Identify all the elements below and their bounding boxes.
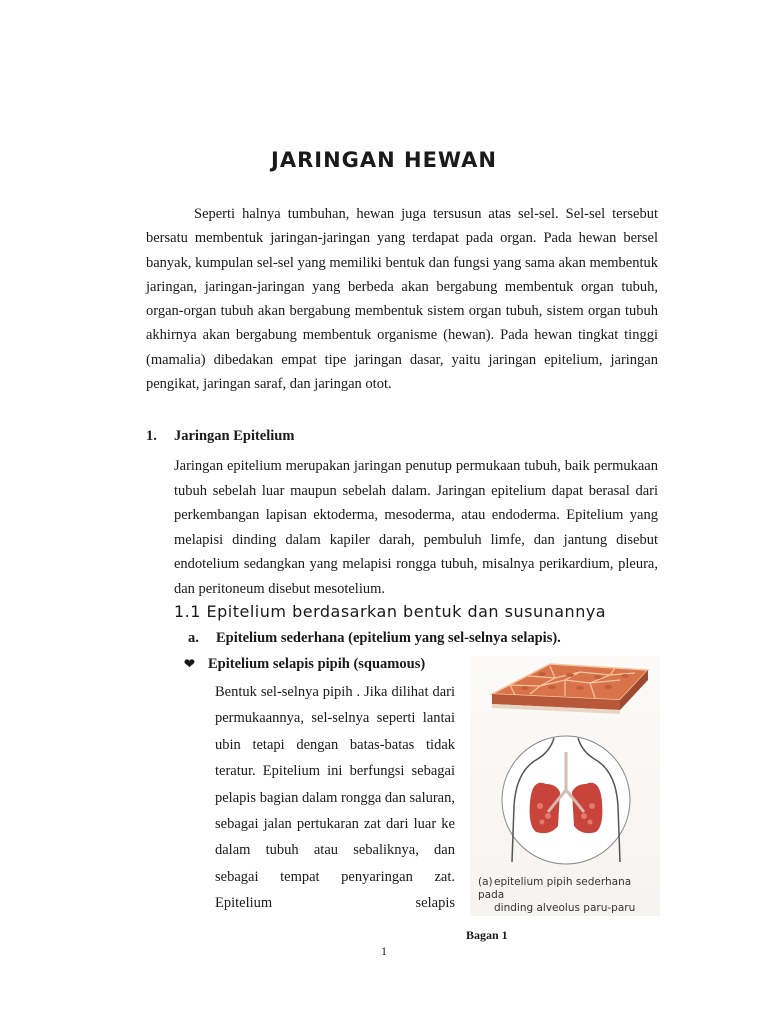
caption-label: (a)	[478, 876, 493, 888]
caption-line-1: (a)epitelium pipih sederhana pada	[478, 876, 632, 901]
item-a-text: Epitelium sederhana (epitelium yang sel-selnya selapis).	[216, 630, 561, 646]
intro-paragraph: Seperti halnya tumbuhan, hewan juga tersusun atas sel-sel. Sel-sel tersebut bersatu membentuk jaringan-jaringan yang terdapat pada organ. Pada hewan bersel banyak, kumpulan sel-sel yang memiliki bentuk dan fungsi yang sama akan membentuk jaringan, jaringan-jaringan yang berbeda akan bergabung membentuk organ tubuh, organ-organ tubuh akan bergabung membentuk sistem organ tubuh, sistem organ tubuh akhirnya akan bergabung membentuk organisme (hewan). Pada hewan tingkat tinggi (mamalia) dibedakan empat tipe jaringan dasar, yaitu jaringan epitelium, jaringan pengikat, jaringan saraf, dan jaringan otot.	[146, 206, 658, 393]
section-paragraph: Jaringan epitelium merupakan jaringan penutup permukaan tubuh, baik permukaan tubuh sebelah luar maupun sebelah dalam. Jaringan epitelium dapat berasal dari perkembangan lapisan ektoderma, mesoderma, atau endoderma. Epitelium yang melapisi dinding dalam kapiler darah, pembuluh limfe, dan jantung disebut endotelium sedangkan yang melapisi rongga tubuh, misalnya perikardium, pleura, dan peritoneum disebut mesotelium.	[174, 458, 658, 597]
section-heading-epitelium	[146, 428, 294, 445]
bullet-heading	[184, 656, 425, 673]
lungs-body-diagram	[502, 736, 630, 864]
bullet-paragraph: Bentuk sel-selnya pipih . Jika dilihat dari permukaannya, sel-selnya seperti lantai ubin tetapi dengan batas-batas tidak teratur. Epitelium ini berfungsi sebagai pelapis bagian dalam rongga dan saluran, sebagai jalan pertukaran zat dari luar ke dalam tubuh atau sebaliknya, dan sebagai tempat penyaringan zat. Epitelium selapis	[215, 684, 455, 912]
subsection-heading: 1.1 Epitelium berdasarkan bentuk dan susunannya	[174, 602, 607, 621]
squamous-tissue-slab	[492, 664, 648, 714]
figure-caption	[478, 876, 660, 915]
caption-line-2: dinding alveolus paru-paru	[494, 902, 636, 914]
figure-label: Bagan 1	[466, 928, 508, 942]
item-a-heading	[188, 630, 561, 647]
heart-icon: ❤	[184, 656, 195, 671]
section-number: 1.	[146, 428, 157, 444]
section-heading-text: Jaringan Epitelium	[174, 428, 295, 444]
epithelium-figure	[470, 656, 660, 916]
bullet-heading-text: Epitelium selapis pipih (squamous)	[208, 656, 426, 672]
page-title: JARINGAN HEWAN	[271, 148, 497, 172]
page-number: 1	[381, 944, 387, 958]
item-letter: a.	[188, 630, 199, 646]
